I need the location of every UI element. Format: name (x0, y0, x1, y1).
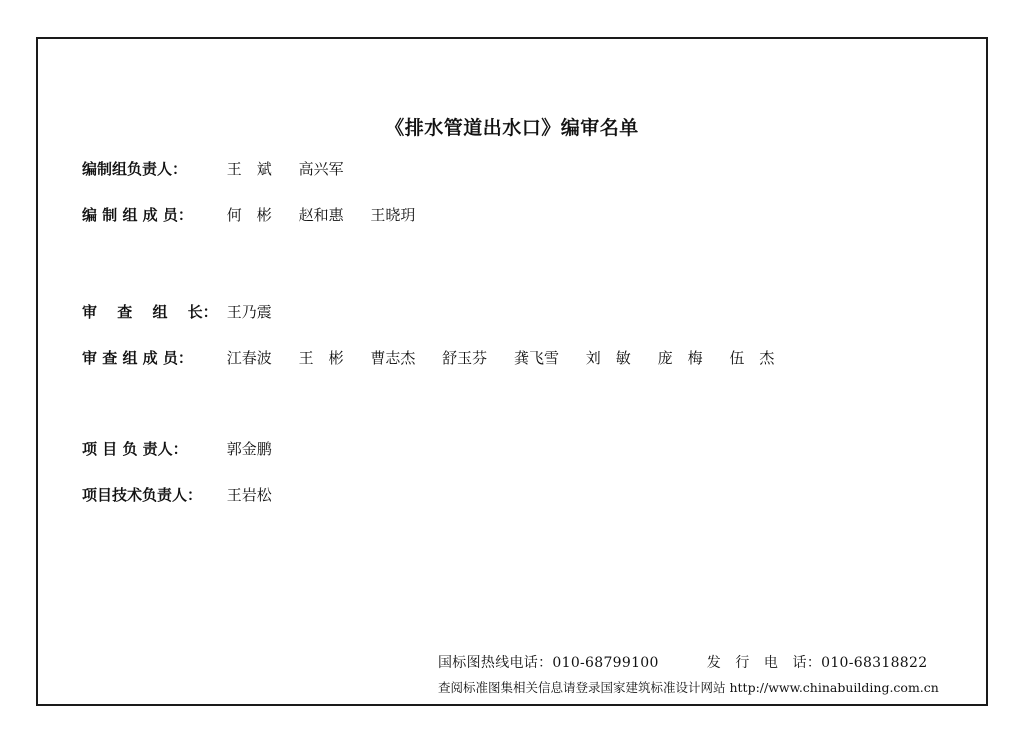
row-tech-lead (82, 483, 294, 507)
row-compile-members (82, 203, 437, 227)
person-name: 王晓玥 (370, 206, 416, 224)
footer-website-info: 查阅标准图集相关信息请登录国家建筑标准设计网站 http://www.chinabuilding.com.cn (438, 680, 939, 695)
names-list (227, 483, 294, 507)
names-list (227, 437, 294, 461)
names-list (227, 157, 366, 181)
row-label: 项 目 负 责人： (82, 440, 188, 458)
footer-phones (438, 652, 927, 672)
person-name: 刘 敏 (585, 349, 631, 367)
person-name: 赵和惠 (298, 206, 344, 224)
person-name: 王乃震 (226, 303, 272, 321)
row-label: 审 查 组 成 员： (82, 349, 193, 367)
person-name: 王 彬 (298, 349, 344, 367)
page-title: 《排水管道出水口》编审名单 (385, 117, 639, 139)
names-list (227, 300, 294, 324)
person-name: 郭金鹏 (226, 440, 272, 458)
person-name: 江春波 (226, 349, 272, 367)
person-name: 何 彬 (226, 206, 272, 224)
person-name: 曹志杰 (370, 349, 416, 367)
person-name: 伍 杰 (729, 349, 775, 367)
row-project-lead (82, 437, 294, 461)
person-name: 龚飞雪 (513, 349, 559, 367)
row-label: 编制组负责人： (82, 160, 188, 178)
row-label: 审 查 组 长： (82, 303, 218, 321)
row-label: 编 制 组 成 员： (82, 206, 193, 224)
person-name: 庞 梅 (657, 349, 703, 367)
person-name: 高兴军 (298, 160, 344, 178)
names-list (227, 203, 438, 227)
person-name: 舒玉芬 (442, 349, 488, 367)
person-name: 王 斌 (226, 160, 272, 178)
hotline-text: 国标图热线电话：010-68799100 (438, 655, 659, 671)
distribution-phone-text: 发 行 电 话：010-68318822 (706, 655, 928, 671)
row-compile-lead (82, 157, 366, 181)
person-name: 王岩松 (226, 486, 272, 504)
row-review-lead (82, 300, 294, 324)
row-label: 项目技术负责人： (82, 486, 203, 504)
names-list (227, 346, 797, 370)
row-review-members (82, 346, 796, 370)
